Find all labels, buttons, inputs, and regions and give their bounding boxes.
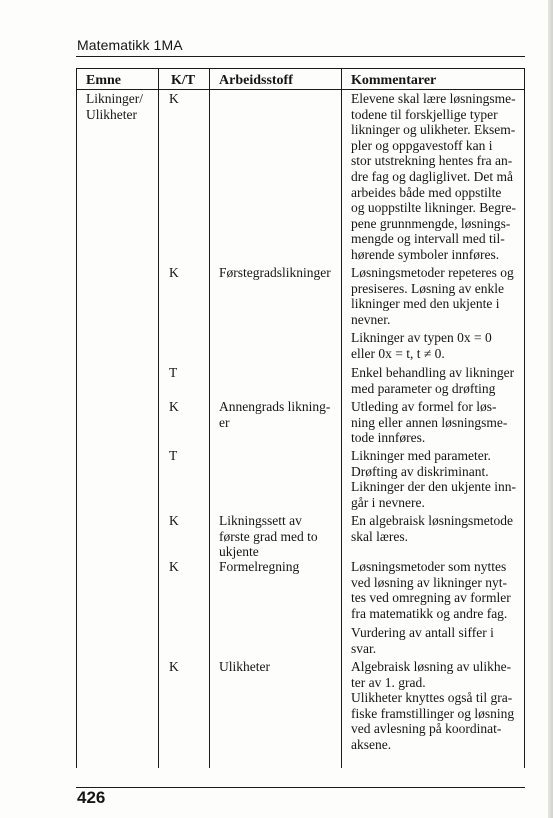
comment-line: Ulikheter knyttes også til gra- <box>351 690 513 706</box>
comment-line: dre fag og dagliglivet. Det må <box>351 168 513 184</box>
table-top-border <box>76 68 525 69</box>
table-col-rule-3 <box>341 68 342 768</box>
running-title: Matematikk 1MA <box>77 37 183 53</box>
stoff-line: Annengrads likning- <box>219 399 331 414</box>
comment-cell <box>351 399 507 446</box>
comment-line: nevner. <box>351 311 391 327</box>
kt-cell: K <box>169 559 179 574</box>
comment-line: tode innføres. <box>351 430 426 446</box>
comment-cell <box>351 265 514 327</box>
table-col-rule-left <box>76 68 77 768</box>
table-col-rule-right <box>524 68 525 768</box>
comment-line: hørende symboler innføres. <box>351 246 500 262</box>
comment-line: arbeides både med oppstilte <box>351 184 502 200</box>
stoff-line: Ulikheter <box>219 659 270 674</box>
kt-cell: T <box>169 365 178 380</box>
comment-line: likninger og ulikheter. Eksem- <box>351 122 516 138</box>
stoff-cell <box>219 513 318 560</box>
header-rule <box>76 56 525 57</box>
stoff-line: første grad med to <box>219 528 318 544</box>
comment-line: Vurdering av antall siffer i <box>351 625 494 640</box>
kt-cell: K <box>169 659 179 674</box>
table-col-rule-1 <box>158 68 159 768</box>
stoff-cell <box>219 659 270 675</box>
comment-line: ter av 1. grad. <box>351 674 426 690</box>
comment-line: todene til forskjellige typer <box>351 106 498 122</box>
topic-cell <box>86 91 143 122</box>
comment-line: ved løsning av likninger nyt- <box>351 574 507 590</box>
comment-line: aksene. <box>351 736 392 752</box>
comment-line: pler og oppgavestoff kan i <box>351 137 493 153</box>
comment-line: Drøfting av diskriminant. <box>351 463 489 479</box>
comment-line: og uoppstilte likninger. Begre- <box>351 200 516 216</box>
comment-line: mengde og intervall med til- <box>351 231 505 247</box>
kt-cell: T <box>169 448 178 463</box>
comment-line: En algebraisk løsningsmetode <box>351 513 513 528</box>
column-header-kt: K/T <box>171 73 196 88</box>
kt-cell: K <box>169 91 179 106</box>
comment-line: ning eller annen løsningsme- <box>351 414 508 430</box>
comment-cell <box>351 448 516 510</box>
topic-line: Likninger/ <box>86 91 143 106</box>
stoff-line: Førstegradslikninger <box>219 265 331 280</box>
comment-line: stor utstrekning hentes fra an- <box>351 153 513 169</box>
stoff-line: Formelregning <box>219 559 300 574</box>
comment-line: tes ved omregning av formler <box>351 590 511 606</box>
comment-cell <box>351 559 511 621</box>
comment-cell <box>351 659 514 753</box>
comment-line: fra matematikk og andre fag. <box>351 605 508 621</box>
stoff-line: Likningssett av <box>219 513 302 528</box>
comment-line: går i nevnere. <box>351 494 425 510</box>
stoff-cell <box>219 265 331 281</box>
comment-cell <box>351 330 492 361</box>
stoff-cell <box>219 399 330 430</box>
curriculum-table <box>76 68 525 768</box>
comment-cell <box>351 513 513 544</box>
table-header-rule <box>76 89 525 90</box>
page-edge-shadow <box>548 0 553 818</box>
comment-line: Likninger av typen 0x = 0 <box>351 330 492 345</box>
comment-line: presiseres. Løsning av enkle <box>351 280 504 296</box>
page-number: 426 <box>77 788 106 807</box>
comment-line: skal læres. <box>351 528 408 544</box>
kt-cell: K <box>169 265 179 280</box>
comment-line: Løsningsmetoder repeteres og <box>351 265 514 280</box>
comment-line: pene grunnmengde, løsnings- <box>351 215 511 231</box>
stoff-line: ukjente <box>219 544 259 560</box>
comment-line: Elevene skal lære løsningsme- <box>351 91 516 106</box>
comment-line: fiske framstillinger og løsning <box>351 705 515 721</box>
footer-rule <box>76 787 525 788</box>
comment-cell <box>351 365 514 396</box>
comment-line: svar. <box>351 640 377 656</box>
kt-cell: K <box>169 513 179 528</box>
comment-line: likninger med den ukjente i <box>351 296 500 312</box>
comment-cell <box>351 625 494 656</box>
comment-line: Algebraisk løsning av ulikhe- <box>351 659 512 674</box>
comment-line: ved avlesning på koordinat- <box>351 721 502 737</box>
comment-line: Utleding av formel for løs- <box>351 399 497 414</box>
comment-line: med parameter og drøfting <box>351 380 496 396</box>
comment-line: Likninger der den ukjente inn- <box>351 479 516 495</box>
stoff-cell <box>219 559 299 575</box>
comment-line: Enkel behandling av likninger <box>351 365 515 380</box>
table-col-rule-2 <box>209 68 210 768</box>
kt-cell: K <box>169 399 179 414</box>
column-header-emne: Emne <box>86 73 121 88</box>
comment-line: Løsningsmetoder som nyttes <box>351 559 507 574</box>
column-header-arbeidsstoff: Arbeidsstoff <box>219 73 293 88</box>
comment-cell <box>351 91 516 263</box>
comment-line: eller 0x = t, t ≠ 0. <box>351 345 445 361</box>
stoff-line: er <box>219 414 230 430</box>
comment-line: Likninger med parameter. <box>351 448 491 463</box>
topic-line: Ulikheter <box>86 106 137 122</box>
column-header-kommentarer: Kommentarer <box>351 73 437 88</box>
